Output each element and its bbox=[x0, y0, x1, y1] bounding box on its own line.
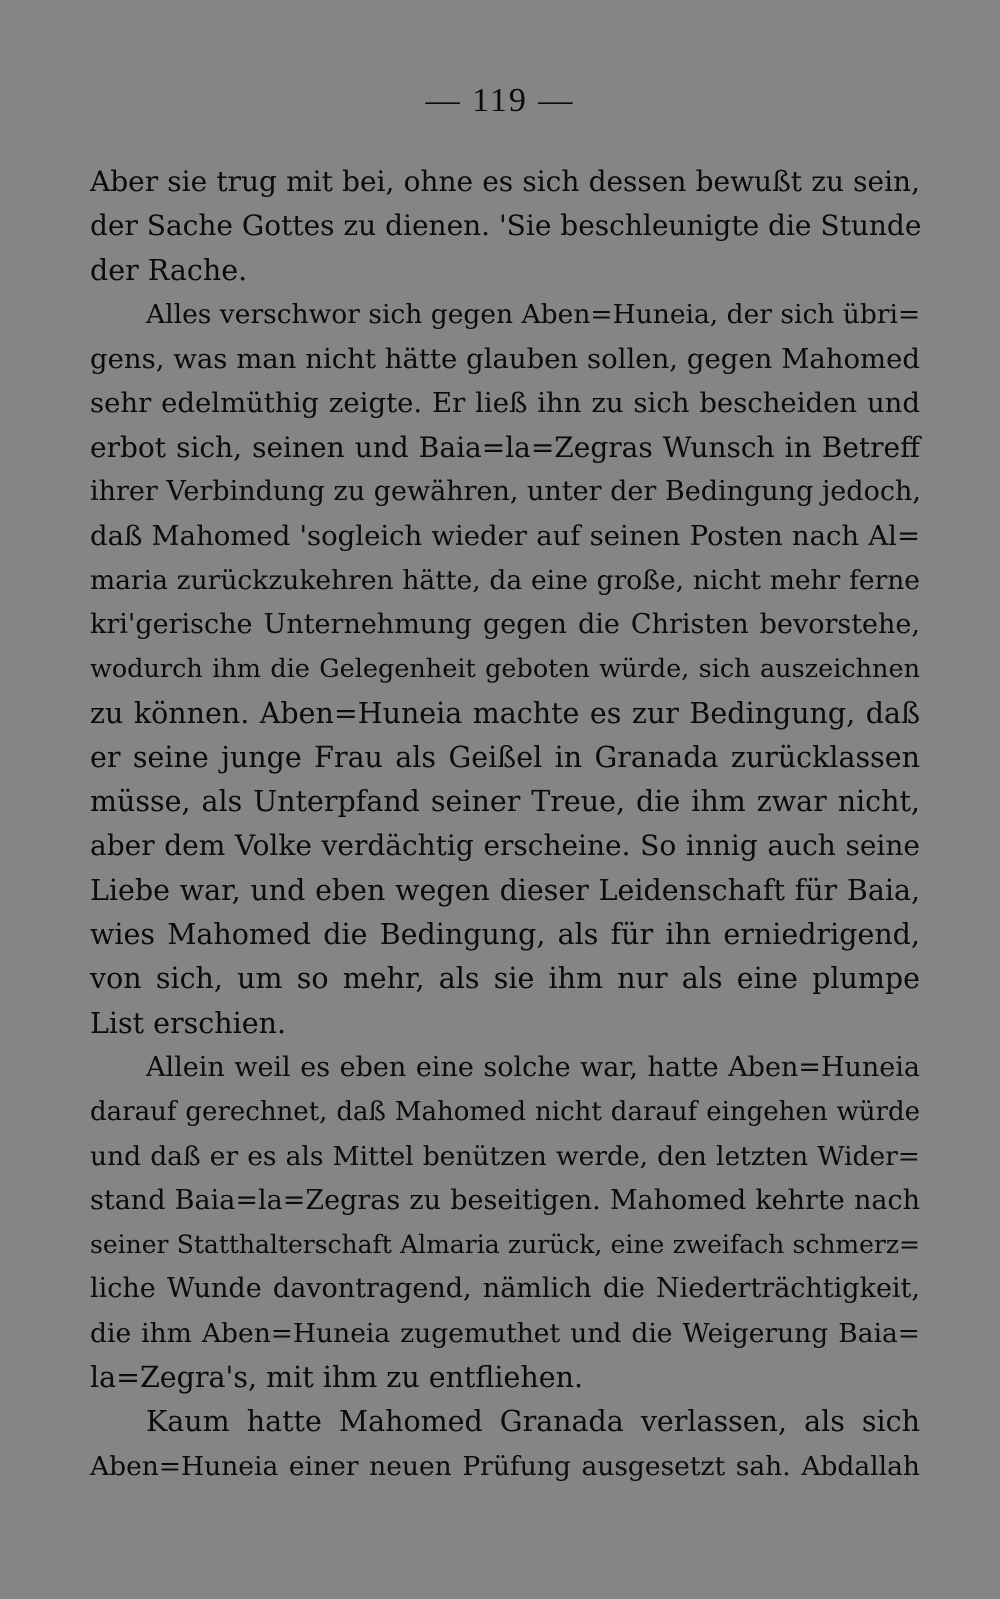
text-line: wies Mahomed die Bedingung, als für ihn erniedrigend, bbox=[90, 918, 920, 952]
text-line: wodurch ihm die Gelegenheit geboten würde, sich auszeichnen bbox=[90, 654, 920, 685]
body-text bbox=[90, 160, 920, 1489]
text-line: zu können. Aben=Huneia machte es zur Bedingung, daß bbox=[90, 696, 920, 730]
text-line: die ihm Aben=Huneia zugemuthet und die Weigerung Baia= bbox=[90, 1317, 920, 1349]
text-line: maria zurückzukehren hätte, da eine große, nicht mehr ferne bbox=[90, 564, 920, 596]
text-line: Allein weil es eben eine solche war, hatte Aben=Huneia bbox=[146, 1051, 920, 1083]
text-line: aber dem Volke verdächtig erscheine. So innig auch seine bbox=[90, 829, 920, 863]
text-line: Aber sie trug mit bei, ohne es sich dessen bewußt zu sein, bbox=[90, 165, 920, 198]
text-line: von sich, um so mehr, als sie ihm nur als eine plumpe bbox=[90, 962, 920, 996]
text-line: darauf gerechnet, daß Mahomed nicht darauf eingehen würde bbox=[90, 1097, 920, 1128]
text-line: la=Zegra's, mit ihm zu entfliehen. bbox=[90, 1361, 584, 1395]
text-line: müsse, als Unterpfand seiner Treue, die ihm zwar nicht, bbox=[90, 785, 920, 819]
text-line: er seine junge Frau als Geißel in Granada zurücklassen bbox=[90, 740, 920, 774]
text-line: Alles verschwor sich gegen Aben=Huneia, der sich übri= bbox=[146, 298, 921, 330]
text-line: Kaum hatte Mahomed Granada verlassen, als sich bbox=[146, 1405, 920, 1439]
text-line: List erschien. bbox=[90, 1006, 287, 1040]
text-line: Liebe war, und eben wegen dieser Leidenschaft für Baia, bbox=[90, 873, 920, 907]
text-line: sehr edelmüthig zeigte. Er ließ ihn zu sich bescheiden und bbox=[90, 387, 920, 420]
text-line: erbot sich, seinen und Baia=la=Zegras Wunsch in Betreff bbox=[90, 430, 920, 464]
text-line: seiner Statthalterschaft Almaria zurück, eine zweifach schmerz= bbox=[90, 1230, 920, 1260]
text-line: kri'gerische Unternehmung gegen die Christen bevorstehe, bbox=[90, 608, 920, 640]
text-line: Aben=Huneia einer neuen Prüfung ausgesetzt sah. Abdallah bbox=[90, 1450, 920, 1482]
page-number-header: — 119 — bbox=[425, 82, 575, 119]
text-line: daß Mahomed 'sogleich wieder auf seinen Posten nach Al= bbox=[90, 520, 920, 553]
text-line: ihrer Verbindung zu gewähren, unter der Bedingung jedoch, bbox=[90, 476, 921, 508]
text-line: liche Wunde davontragend, nämlich die Niederträchtigkeit, bbox=[90, 1273, 920, 1305]
text-line: gens, was man nicht hätte glauben sollen, gegen Mahomed bbox=[90, 343, 920, 376]
text-line: der Sache Gottes zu dienen. 'Sie beschleunigte die Stunde bbox=[90, 209, 922, 243]
text-line: der Rache. bbox=[90, 253, 248, 287]
text-line: stand Baia=la=Zegras zu beseitigen. Mahomed kehrte nach bbox=[90, 1184, 920, 1216]
text-line: und daß er es als Mittel benützen werde, den letzten Wider= bbox=[90, 1140, 920, 1172]
